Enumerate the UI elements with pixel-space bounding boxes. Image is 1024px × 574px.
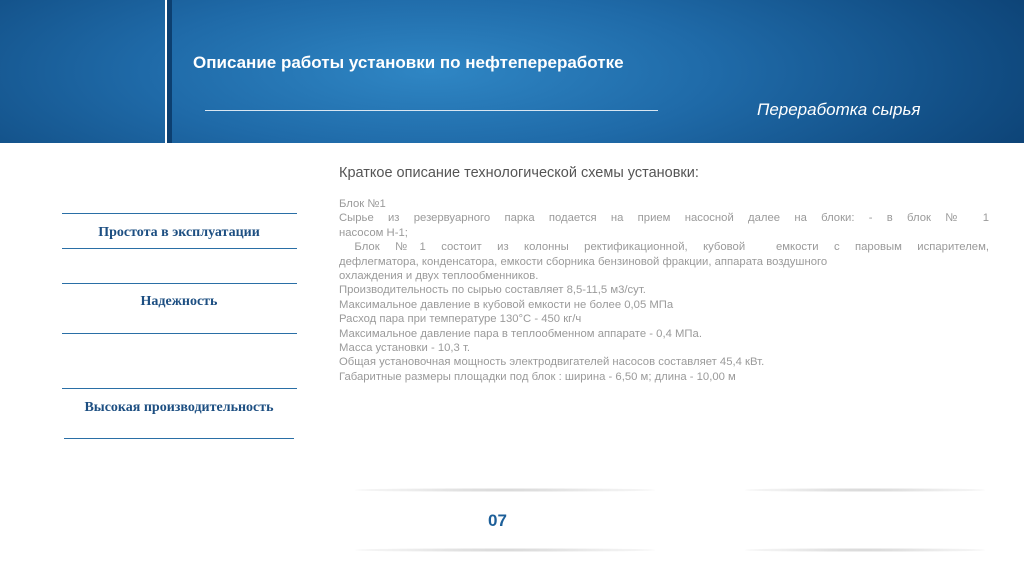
content-line: Масса установки - 10,3 т. (339, 342, 471, 355)
title-underline (205, 110, 658, 111)
sidebar-item-performance: Высокая производительность (84, 400, 274, 415)
content-line: Общая установочная мощность электродвигателей насосов составляет 45,4 кВт. (339, 356, 765, 369)
sidebar-divider (62, 248, 297, 249)
page-title: Описание работы установки по нефтепереработке (193, 53, 624, 72)
header-divider (165, 0, 172, 143)
shadow-divider (355, 548, 655, 552)
sidebar-divider (62, 388, 297, 389)
content-line: Сырье из резервуарного парка подается на прием насосной далее на блоки: - в блок № 1 (339, 212, 989, 225)
content-line: Максимальное давление в кубовой емкости не более 0,05 МПа (339, 298, 674, 311)
shadow-divider (745, 488, 985, 492)
sidebar-item-reliability: Надежность (140, 294, 218, 309)
page-number: 07 (488, 511, 507, 530)
content-heading: Краткое описание технологической схемы установки: (339, 165, 699, 181)
sidebar-divider (62, 213, 297, 214)
content-body (339, 197, 989, 384)
content-line: Максимальное давление пара в теплообменном аппарате - 0,4 МПа. (339, 327, 702, 340)
page-subtitle: Переработка сырья (757, 100, 921, 119)
content-line: Производительность по сырью составляет 8,5-11,5 м3/сут. (339, 284, 646, 297)
content-line: Расход пара при температуре 130°С - 450 кг/ч (339, 313, 582, 326)
content-line: охлаждения и двух теплообменников. (339, 270, 539, 283)
content-line: Блок №1 состоит из колонны ректификационной, кубовой емкости с паровым испарителем, (339, 241, 989, 254)
content-line: дефлегматора, конденсатора, емкости сборника бензиновой фракции, аппарата воздушного (339, 255, 828, 268)
sidebar-divider (62, 333, 297, 334)
content-line: Габаритные размеры площадки под блок : ширина - 6,50 м; длина - 10,00 м (339, 370, 736, 383)
content-line: насосом Н-1; (339, 226, 408, 239)
sidebar-item-simplicity: Простота в эксплуатации (98, 225, 260, 240)
content-line: Блок №1 (339, 198, 386, 210)
shadow-divider (355, 488, 655, 492)
header-banner (0, 0, 1024, 143)
shadow-divider (745, 548, 985, 552)
sidebar-divider (62, 283, 297, 284)
sidebar-divider (64, 438, 294, 439)
